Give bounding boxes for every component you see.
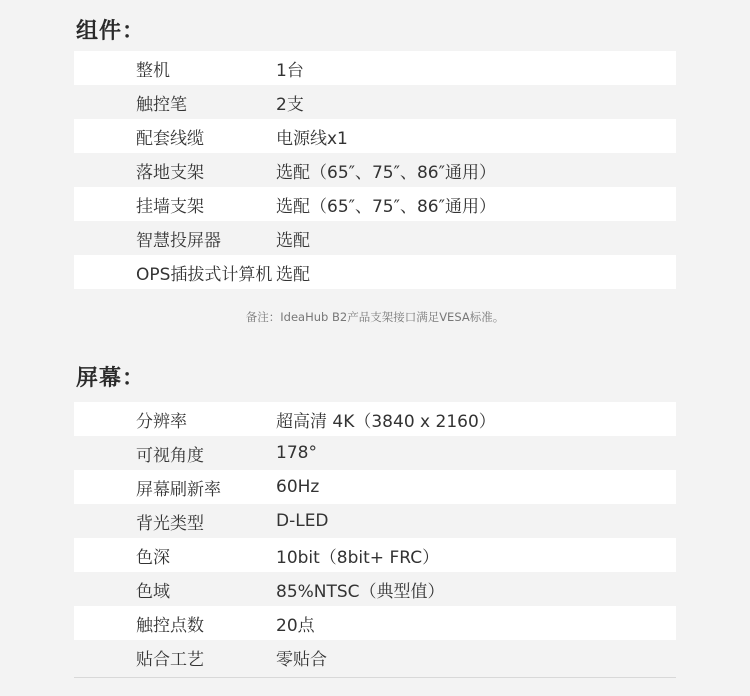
row-value: 选配: [276, 230, 310, 251]
table-row: [74, 606, 676, 640]
components-section-title: 组件：: [76, 19, 146, 44]
row-value: 1台: [276, 60, 304, 81]
row-value: 零贴合: [276, 649, 327, 670]
row-label: 整机: [136, 60, 170, 81]
table-row: [74, 640, 676, 674]
table-row: [74, 572, 676, 606]
row-label: 触控点数: [136, 615, 204, 636]
row-value: 85%NTSC（典型值）: [276, 581, 445, 602]
table-row: [74, 119, 676, 153]
table-row: [74, 402, 676, 436]
row-label: 可视角度: [136, 445, 204, 466]
row-label: 落地支架: [136, 162, 204, 183]
components-table: [74, 51, 676, 289]
row-value: D-LED: [276, 511, 329, 531]
row-value: 2支: [276, 94, 304, 115]
row-value: 选配（65″、75″、86″通用）: [276, 196, 496, 217]
row-value: 选配（65″、75″、86″通用）: [276, 162, 496, 183]
components-note: 备注：IdeaHub B2产品支架接口满足VESA标准。: [245, 310, 505, 324]
table-row: [74, 436, 676, 470]
table-row: [74, 470, 676, 504]
row-label: OPS插拔式计算机: [136, 264, 273, 285]
row-value: 电源线x1: [276, 128, 348, 149]
screen-table: [74, 402, 676, 674]
row-label: 配套线缆: [136, 128, 204, 149]
row-label: 分辨率: [136, 411, 187, 432]
row-value: 10bit（8bit+ FRC）: [276, 547, 440, 568]
row-label: 贴合工艺: [136, 649, 204, 670]
screen-section-title: 屏幕：: [76, 366, 146, 391]
row-label: 挂墙支架: [136, 196, 204, 217]
row-label: 智慧投屏器: [136, 230, 221, 251]
row-label: 背光类型: [136, 513, 204, 534]
row-label: 色深: [136, 547, 170, 568]
table-row: [74, 504, 676, 538]
table-row: [74, 153, 676, 187]
row-value: 选配: [276, 264, 310, 285]
row-value: 20点: [276, 615, 315, 636]
table-row: [74, 221, 676, 255]
row-label: 触控笔: [136, 94, 187, 115]
row-label: 色域: [136, 581, 170, 602]
row-value: 超高清 4K（3840 x 2160）: [276, 411, 496, 432]
table-row: [74, 51, 676, 85]
table-bottom-divider: [74, 677, 676, 678]
table-row: [74, 187, 676, 221]
table-row: [74, 255, 676, 289]
table-row: [74, 85, 676, 119]
row-value: 60Hz: [276, 477, 320, 497]
row-value: 178°: [276, 443, 317, 463]
table-row: [74, 538, 676, 572]
row-label: 屏幕刷新率: [136, 479, 221, 500]
